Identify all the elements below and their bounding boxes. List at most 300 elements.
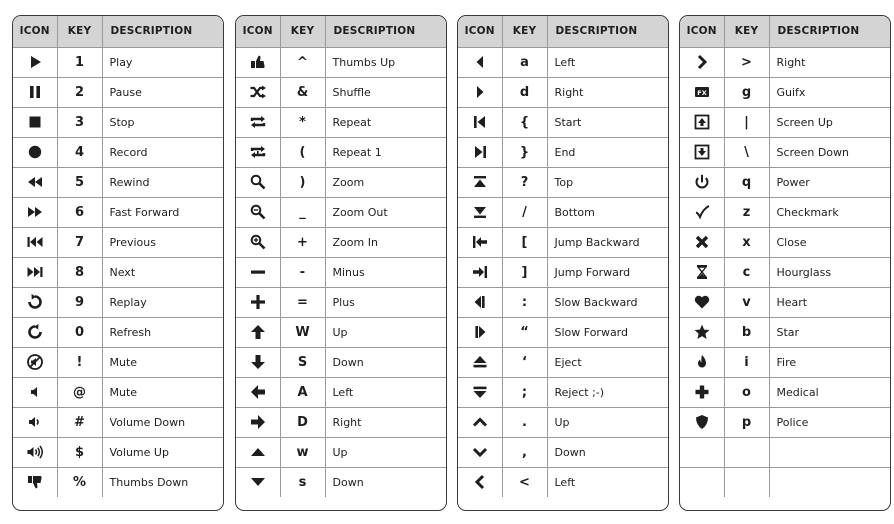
icon-cell <box>680 407 724 437</box>
chevron-right-icon <box>693 53 711 71</box>
key-cell: - <box>280 257 325 287</box>
key-cell <box>724 467 769 497</box>
mute-circle-icon <box>26 353 44 371</box>
description-cell: Heart <box>769 287 890 317</box>
table-row <box>680 227 890 257</box>
key-cell: c <box>724 257 769 287</box>
slow-backward-icon <box>471 293 489 311</box>
arrow-down-icon <box>249 353 267 371</box>
description-cell: Zoom Out <box>325 197 446 227</box>
table-row <box>458 287 668 317</box>
key-cell: “ <box>502 317 547 347</box>
icon-cell <box>13 137 57 167</box>
description-cell: Reject ;-) <box>547 377 668 407</box>
key-cell: 1 <box>57 47 102 77</box>
table-row <box>236 257 446 287</box>
icon-cell <box>236 227 280 257</box>
table-row <box>13 197 223 227</box>
key-table-1 <box>12 15 224 511</box>
icon-cell <box>236 137 280 167</box>
icon-cell <box>680 377 724 407</box>
icon-cell <box>680 257 724 287</box>
description-cell: Down <box>547 437 668 467</box>
table-row <box>458 107 668 137</box>
icon-cell <box>680 227 724 257</box>
table-row <box>458 347 668 377</box>
key-header: KEY <box>57 16 102 47</box>
description-cell: Play <box>102 47 223 77</box>
key-cell: W <box>280 317 325 347</box>
key-cell: % <box>57 467 102 497</box>
refresh-icon <box>26 323 44 341</box>
icon-cell <box>680 77 724 107</box>
description-cell: Close <box>769 227 890 257</box>
thumbs-up-icon <box>249 53 267 71</box>
key-cell: $ <box>57 437 102 467</box>
triangle-down-icon <box>249 473 267 491</box>
description-cell: Record <box>102 137 223 167</box>
description-cell: Screen Up <box>769 107 890 137</box>
description-cell: Power <box>769 167 890 197</box>
key-cell: > <box>724 47 769 77</box>
icon-cell <box>680 47 724 77</box>
star-icon <box>693 323 711 341</box>
description-cell: Right <box>325 407 446 437</box>
table-row <box>680 377 890 407</box>
icon-cell <box>680 437 724 467</box>
table-row <box>458 167 668 197</box>
top-icon <box>471 173 489 191</box>
header-row <box>13 16 223 47</box>
table-row <box>13 317 223 347</box>
key-cell: # <box>57 407 102 437</box>
table-row <box>236 137 446 167</box>
jump-backward-icon <box>471 233 489 251</box>
checkmark-icon <box>693 203 711 221</box>
icon-header: ICON <box>13 16 57 47</box>
description-cell: Thumbs Up <box>325 47 446 77</box>
description-cell: Eject <box>547 347 668 377</box>
table-row <box>13 137 223 167</box>
table-row <box>13 167 223 197</box>
icon-cell <box>13 437 57 467</box>
heart-icon <box>693 293 711 311</box>
mute-speaker-icon <box>26 383 44 401</box>
key-table-3 <box>457 15 669 511</box>
icon-cell <box>13 257 57 287</box>
key-cell: i <box>724 347 769 377</box>
icon-cell <box>13 77 57 107</box>
description-cell: Checkmark <box>769 197 890 227</box>
icon-cell <box>458 107 502 137</box>
description-header: DESCRIPTION <box>769 16 890 47</box>
description-cell: Slow Forward <box>547 317 668 347</box>
description-cell: Right <box>547 77 668 107</box>
key-cell: = <box>280 287 325 317</box>
key-cell: . <box>502 407 547 437</box>
zoom-in-icon <box>249 233 267 251</box>
key-table-4 <box>679 15 891 511</box>
description-cell: Replay <box>102 287 223 317</box>
icon-cell <box>13 377 57 407</box>
description-cell: Repeat <box>325 107 446 137</box>
table-row <box>236 467 446 497</box>
description-cell: Bottom <box>547 197 668 227</box>
key-cell: 9 <box>57 287 102 317</box>
key-table <box>458 16 668 497</box>
key-cell: s <box>280 467 325 497</box>
key-cell: ) <box>280 167 325 197</box>
icon-header: ICON <box>236 16 280 47</box>
table-row <box>236 407 446 437</box>
start-icon <box>471 113 489 131</box>
header-row <box>680 16 890 47</box>
key-header: KEY <box>724 16 769 47</box>
icon-cell <box>236 167 280 197</box>
key-header: KEY <box>280 16 325 47</box>
minus-icon <box>249 263 267 281</box>
key-cell: d <box>502 77 547 107</box>
table-row <box>458 317 668 347</box>
close-icon <box>693 233 711 251</box>
table-row <box>13 347 223 377</box>
description-cell: Volume Down <box>102 407 223 437</box>
key-table-2 <box>235 15 447 511</box>
description-cell: Mute <box>102 347 223 377</box>
icon-cell <box>236 377 280 407</box>
icon-cell <box>458 77 502 107</box>
key-cell: 6 <box>57 197 102 227</box>
table-row <box>13 257 223 287</box>
description-cell: Volume Up <box>102 437 223 467</box>
description-cell: Pause <box>102 77 223 107</box>
header-row <box>236 16 446 47</box>
icon-cell <box>13 287 57 317</box>
key-cell: 0 <box>57 317 102 347</box>
icon-cell <box>13 407 57 437</box>
description-cell: Hourglass <box>769 257 890 287</box>
icon-cell <box>458 47 502 77</box>
arrow-left-icon <box>249 383 267 401</box>
icon-cell <box>236 257 280 287</box>
key-cell: ? <box>502 167 547 197</box>
description-cell: Slow Backward <box>547 287 668 317</box>
key-cell: 2 <box>57 77 102 107</box>
description-cell: Start <box>547 107 668 137</box>
key-cell: / <box>502 197 547 227</box>
table-row <box>680 287 890 317</box>
plus-icon <box>249 293 267 311</box>
key-cell: q <box>724 167 769 197</box>
icon-cell <box>13 167 57 197</box>
key-cell: v <box>724 287 769 317</box>
key-cell: _ <box>280 197 325 227</box>
icon-cell <box>236 77 280 107</box>
table-row <box>13 77 223 107</box>
key-cell: , <box>502 437 547 467</box>
table-row <box>236 437 446 467</box>
table-row <box>13 47 223 77</box>
key-cell: 8 <box>57 257 102 287</box>
description-cell: Fast Forward <box>102 197 223 227</box>
repeat-icon <box>249 113 267 131</box>
key-cell: : <box>502 287 547 317</box>
chevron-up-icon <box>471 413 489 431</box>
table-row <box>680 167 890 197</box>
description-cell: Right <box>769 47 890 77</box>
description-header: DESCRIPTION <box>102 16 223 47</box>
chevron-left-icon <box>471 473 489 491</box>
zoom-out-icon <box>249 203 267 221</box>
medical-icon <box>693 383 711 401</box>
icon-cell <box>236 467 280 497</box>
description-cell: Stop <box>102 107 223 137</box>
description-cell: Left <box>325 377 446 407</box>
key-cell: b <box>724 317 769 347</box>
table-row <box>13 377 223 407</box>
table-row <box>458 197 668 227</box>
icon-cell <box>13 347 57 377</box>
key-cell: g <box>724 77 769 107</box>
key-table <box>13 16 223 497</box>
power-icon <box>693 173 711 191</box>
description-cell: Left <box>547 47 668 77</box>
key-cell: @ <box>57 377 102 407</box>
table-row <box>458 227 668 257</box>
icon-cell <box>458 137 502 167</box>
table-row <box>458 47 668 77</box>
key-cell: w <box>280 437 325 467</box>
icon-cell <box>458 467 502 497</box>
table-row <box>680 467 890 497</box>
key-cell: x <box>724 227 769 257</box>
table-row <box>458 467 668 497</box>
pause-icon <box>26 83 44 101</box>
icon-header: ICON <box>680 16 724 47</box>
description-header: DESCRIPTION <box>547 16 668 47</box>
key-cell: 4 <box>57 137 102 167</box>
icon-cell <box>680 347 724 377</box>
key-cell: { <box>502 107 547 137</box>
volume-up-icon <box>26 443 44 461</box>
bottom-icon <box>471 203 489 221</box>
description-cell: Left <box>547 467 668 497</box>
key-cell: A <box>280 377 325 407</box>
caret-left-icon <box>471 53 489 71</box>
icon-cell <box>13 107 57 137</box>
icon-cell <box>236 107 280 137</box>
icon-cell <box>458 227 502 257</box>
description-cell: Thumbs Down <box>102 467 223 497</box>
description-cell: Up <box>325 317 446 347</box>
icon-cell <box>458 257 502 287</box>
key-cell: 3 <box>57 107 102 137</box>
icon-cell <box>680 467 724 497</box>
key-cell: ] <box>502 257 547 287</box>
description-cell: Medical <box>769 377 890 407</box>
description-cell: Plus <box>325 287 446 317</box>
caret-right-icon <box>471 83 489 101</box>
icon-cell <box>458 437 502 467</box>
key-cell: \ <box>724 137 769 167</box>
table-row <box>680 257 890 287</box>
jump-forward-icon <box>471 263 489 281</box>
table-row <box>236 317 446 347</box>
table-row <box>236 347 446 377</box>
table-row <box>680 407 890 437</box>
icon-cell <box>680 287 724 317</box>
key-cell: < <box>502 467 547 497</box>
description-cell: Jump Backward <box>547 227 668 257</box>
key-cell: ; <box>502 377 547 407</box>
description-cell: Previous <box>102 227 223 257</box>
description-cell <box>769 437 890 467</box>
description-cell: Minus <box>325 257 446 287</box>
key-cell: & <box>280 77 325 107</box>
svg-text:FX: FX <box>697 88 707 97</box>
description-cell: Up <box>547 407 668 437</box>
icon-cell <box>680 197 724 227</box>
hourglass-icon <box>693 263 711 281</box>
rewind-icon <box>26 173 44 191</box>
table-row <box>13 287 223 317</box>
table-row <box>458 437 668 467</box>
stop-icon <box>26 113 44 131</box>
zoom-icon <box>249 173 267 191</box>
key-table <box>236 16 446 497</box>
next-icon <box>26 263 44 281</box>
icon-cell <box>458 197 502 227</box>
description-cell: Shuffle <box>325 77 446 107</box>
table-row <box>680 347 890 377</box>
key-cell: 5 <box>57 167 102 197</box>
description-cell: End <box>547 137 668 167</box>
key-cell <box>724 437 769 467</box>
header-row <box>458 16 668 47</box>
table-row <box>680 107 890 137</box>
description-header: DESCRIPTION <box>325 16 446 47</box>
icon-cell <box>236 437 280 467</box>
chevron-down-icon <box>471 443 489 461</box>
icon-cell <box>680 317 724 347</box>
table-row <box>680 197 890 227</box>
icon-cell <box>13 227 57 257</box>
screen-up-icon <box>693 113 711 131</box>
key-cell: p <box>724 407 769 437</box>
key-cell: D <box>280 407 325 437</box>
key-cell: + <box>280 227 325 257</box>
icon-cell <box>236 347 280 377</box>
icon-cell <box>680 107 724 137</box>
record-icon <box>26 143 44 161</box>
key-cell: 7 <box>57 227 102 257</box>
table-row <box>236 77 446 107</box>
key-cell: ( <box>280 137 325 167</box>
description-cell: Top <box>547 167 668 197</box>
key-cell: z <box>724 197 769 227</box>
description-cell: Zoom <box>325 167 446 197</box>
description-cell: Rewind <box>102 167 223 197</box>
table-row <box>680 437 890 467</box>
reject-icon <box>471 383 489 401</box>
description-cell: Mute <box>102 377 223 407</box>
table-row <box>236 287 446 317</box>
table-row <box>13 437 223 467</box>
description-cell: Guifx <box>769 77 890 107</box>
table-row <box>680 317 890 347</box>
icon-cell <box>458 347 502 377</box>
key-cell: S <box>280 347 325 377</box>
description-cell: Jump Forward <box>547 257 668 287</box>
icon-cell <box>13 47 57 77</box>
description-cell: Next <box>102 257 223 287</box>
key-cell: ^ <box>280 47 325 77</box>
fast-forward-icon <box>26 203 44 221</box>
description-cell: Up <box>325 437 446 467</box>
table-row <box>236 227 446 257</box>
key-header: KEY <box>502 16 547 47</box>
table-row <box>13 227 223 257</box>
key-cell: o <box>724 377 769 407</box>
table-row <box>680 77 890 107</box>
table-row <box>458 77 668 107</box>
description-cell: Down <box>325 347 446 377</box>
icon-cell <box>13 197 57 227</box>
icon-cell <box>236 47 280 77</box>
icon-cell <box>458 317 502 347</box>
description-cell <box>769 467 890 497</box>
key-cell: | <box>724 107 769 137</box>
icon-cell <box>13 317 57 347</box>
key-table <box>680 16 890 497</box>
description-cell: Down <box>325 467 446 497</box>
table-row <box>13 467 223 497</box>
icon-cell <box>458 407 502 437</box>
police-icon <box>693 413 711 431</box>
description-cell: Repeat 1 <box>325 137 446 167</box>
slow-forward-icon <box>471 323 489 341</box>
icon-cell <box>236 197 280 227</box>
table-row <box>236 47 446 77</box>
description-cell: Refresh <box>102 317 223 347</box>
icon-cell <box>458 167 502 197</box>
table-row <box>680 137 890 167</box>
previous-icon <box>26 233 44 251</box>
key-cell: a <box>502 47 547 77</box>
icon-cell <box>13 467 57 497</box>
eject-icon <box>471 353 489 371</box>
table-row <box>458 407 668 437</box>
key-cell: ‘ <box>502 347 547 377</box>
replay-icon <box>26 293 44 311</box>
icon-cell <box>236 317 280 347</box>
table-row <box>236 167 446 197</box>
triangle-up-icon <box>249 443 267 461</box>
repeat-one-icon <box>249 143 267 161</box>
description-cell: Police <box>769 407 890 437</box>
icon-cell <box>680 167 724 197</box>
thumbs-down-icon <box>26 473 44 491</box>
table-row <box>236 377 446 407</box>
icon-cell <box>236 407 280 437</box>
icon-cell <box>680 137 724 167</box>
table-row <box>13 107 223 137</box>
table-row <box>236 197 446 227</box>
play-icon <box>26 53 44 71</box>
shuffle-icon <box>249 83 267 101</box>
description-cell: Star <box>769 317 890 347</box>
table-row <box>236 107 446 137</box>
